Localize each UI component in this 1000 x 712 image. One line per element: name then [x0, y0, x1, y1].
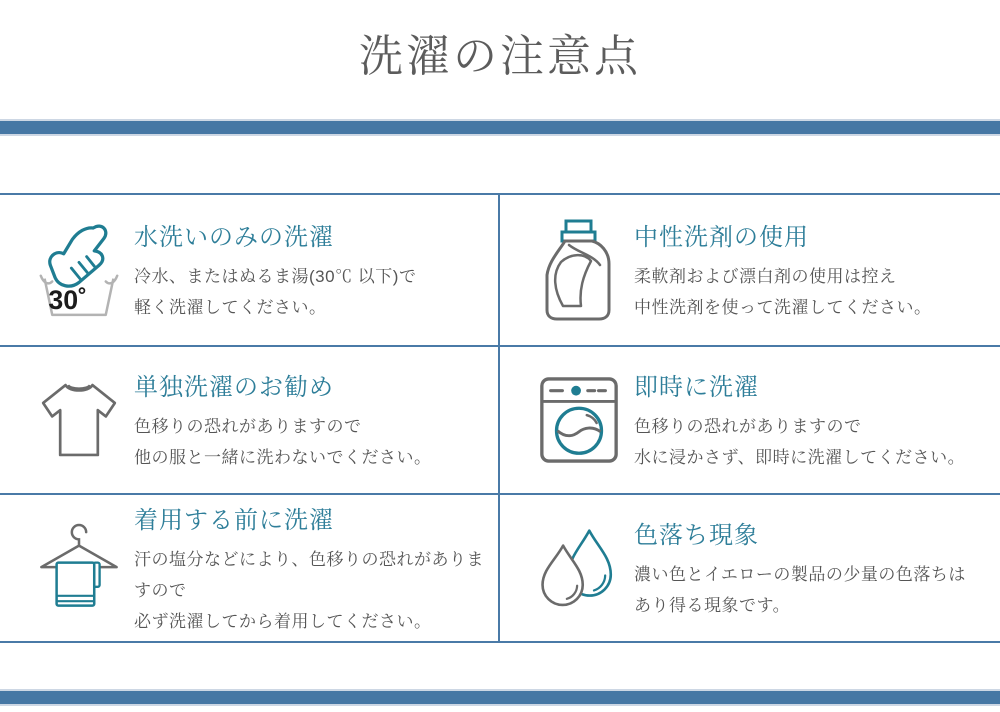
card-body-line: あり得る現象です。: [634, 596, 791, 615]
card-water-wash-only: [0, 195, 500, 347]
card-text: [134, 367, 432, 473]
card-body-line: 濃い色とイエローの製品の少量の色落ちは: [634, 565, 966, 584]
card-wash-immediately: [500, 347, 1000, 495]
card-wash-separately: [0, 347, 500, 495]
top-divider-bar: [0, 119, 1000, 136]
card-heading: 水洗いのみの洗濯: [134, 224, 334, 251]
page-title: 洗濯の注意点: [359, 32, 641, 81]
card-heading: 着用する前に洗濯: [134, 506, 334, 534]
card-body-line: 柔軟剤および漂白剤の使用は控え: [634, 267, 897, 286]
hand-wash-30-icon: [36, 220, 122, 320]
card-body-line: 汗の塩分などにより、色移りの恐れがありますので: [134, 549, 484, 600]
card-body-line: 水に浸かさず、即時に洗濯してください。: [634, 448, 966, 467]
bottom-divider-bar: [0, 689, 1000, 706]
detergent-bottle-icon: [536, 220, 622, 320]
card-body-line: 色移りの恐れがありますので: [134, 417, 362, 436]
hand-wash-temp-label: 30˚: [48, 285, 88, 316]
card-body-line: 冷水、またはぬるま湯(30℃ 以下)で: [134, 267, 417, 286]
card-color-fading: [500, 495, 1000, 641]
card-heading: 即時に洗濯: [634, 374, 759, 401]
care-instructions-grid: [0, 193, 1000, 643]
tshirt-icon: [36, 370, 122, 470]
washing-machine-icon: [536, 370, 622, 470]
card-body-line: 必ず洗濯してから着用してください。: [134, 611, 432, 631]
card-body-line: 軽く洗濯してください。: [134, 298, 327, 317]
card-body-line: 色移りの恐れがありますので: [634, 417, 862, 436]
card-heading: 単独洗濯のお勧め: [134, 374, 334, 401]
card-wash-before-wearing: [0, 495, 500, 641]
card-text: [134, 500, 498, 637]
card-heading: 中性洗剤の使用: [634, 224, 809, 251]
water-drops-icon: [536, 518, 622, 618]
card-text: [634, 515, 966, 621]
card-text: [634, 367, 965, 473]
card-text: [634, 217, 932, 323]
card-body-line: 他の服と一緒に洗わないでください。: [134, 448, 432, 467]
card-neutral-detergent: [500, 195, 1000, 347]
card-text: [134, 217, 416, 323]
hanger-towel-icon: [36, 518, 122, 618]
card-body-line: 中性洗剤を使って洗濯してください。: [634, 298, 932, 317]
card-heading: 色落ち現象: [634, 522, 759, 549]
